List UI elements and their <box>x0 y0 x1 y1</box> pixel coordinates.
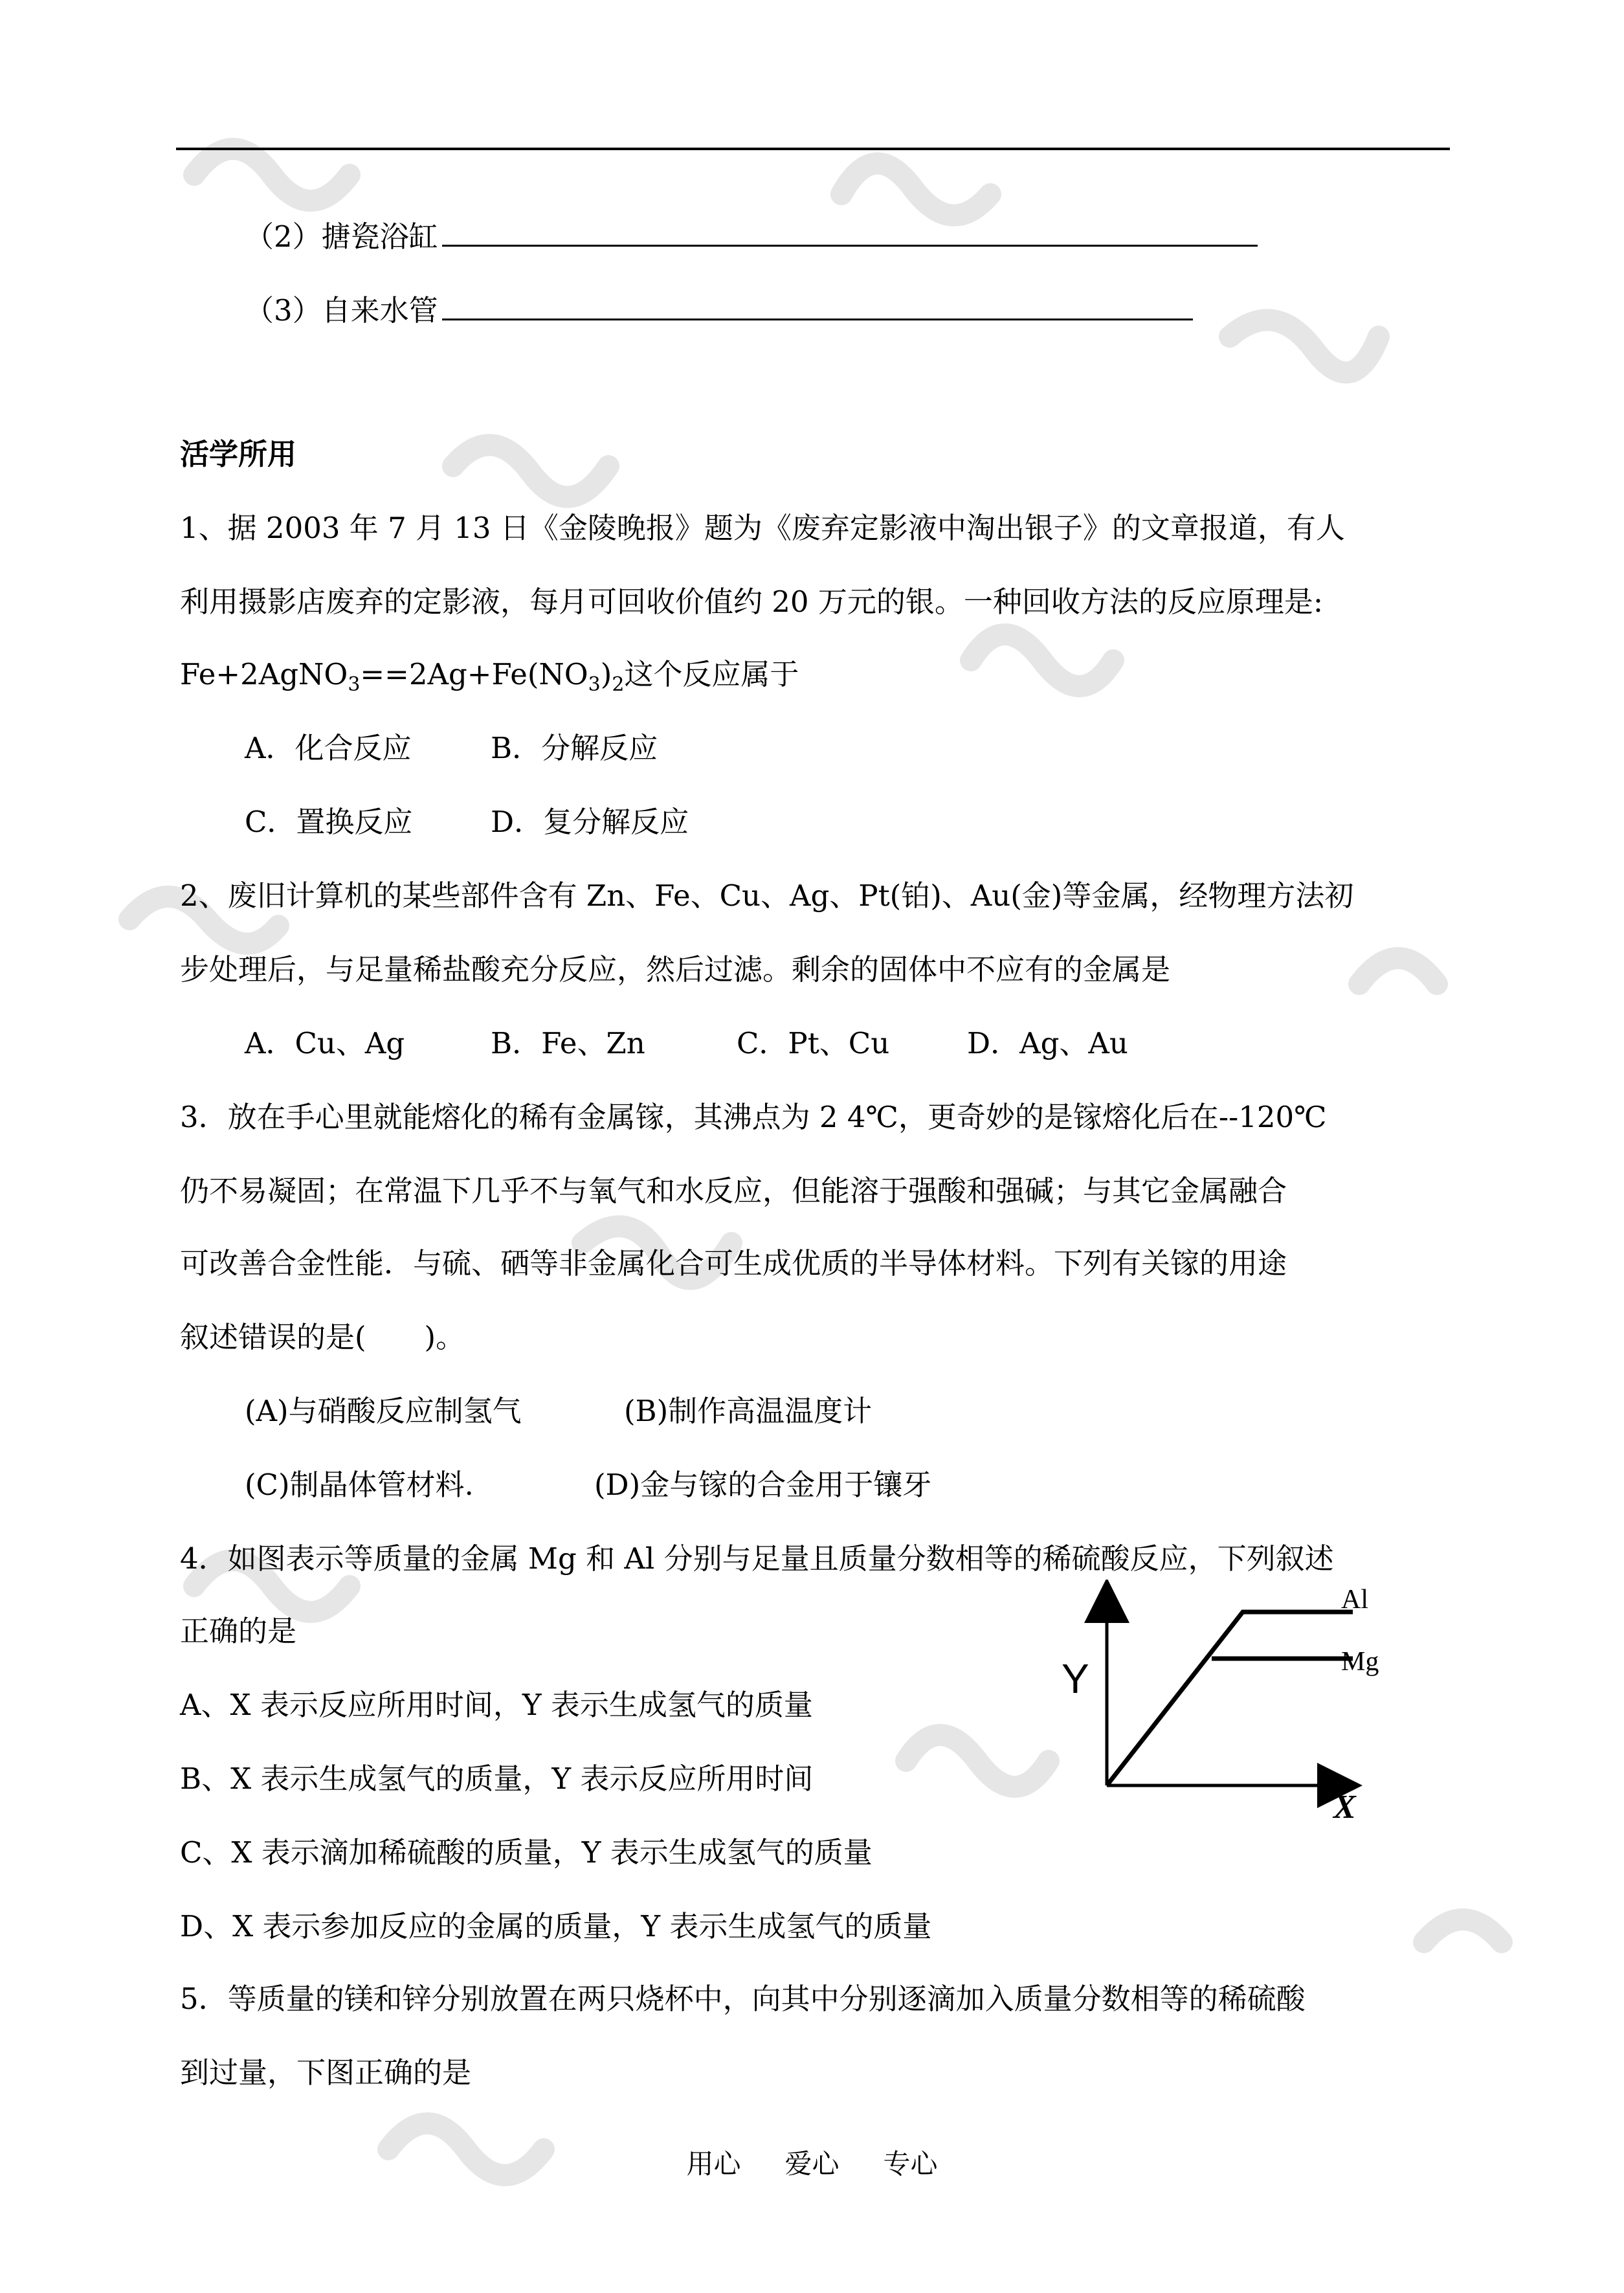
q1-line2: 利用摄影店废弃的定影液，每月可回收价值约 20 万元的银。一种回收方法的反应原理是: <box>180 585 1324 619</box>
q2-option-a[interactable]: A．Cu、Ag <box>245 1026 405 1060</box>
item-3-label: （3）自来水管 <box>245 293 438 328</box>
q3-line4: 叙述错误的是( )。 <box>180 1320 465 1354</box>
eq-part: ==2Ag+Fe(NO <box>360 657 588 691</box>
footer-text-c: 专心 <box>883 2148 938 2180</box>
q3-line3: 可改善合金性能．与硫、硒等非金属化合可生成优质的半导体材料。下列有关镓的用途 <box>180 1246 1287 1281</box>
mg-al-graph <box>1049 1580 1437 1832</box>
q1-line1: 1、据 2003 年 7 月 13 日《金陵晚报》题为《废弃定影液中淘出银子》的文章报道，有人 <box>180 511 1345 545</box>
q1-option-b[interactable]: B．分解反应 <box>491 731 658 765</box>
eq-part: 这个反应属于 <box>624 657 799 691</box>
q2-option-d[interactable]: D．Ag、Au <box>967 1026 1128 1060</box>
q3-line1: 3．放在手心里就能熔化的稀有金属镓，其沸点为 2 4℃，更奇妙的是镓熔化后在--120℃ <box>180 1100 1327 1134</box>
y-axis-label: Y <box>1062 1655 1089 1702</box>
item-2-label: （2）搪瓷浴缸 <box>245 219 438 254</box>
q1-option-d[interactable]: D．复分解反应 <box>491 805 689 839</box>
q5-line2: 到过量，下图正确的是 <box>180 2055 472 2090</box>
q1-options-row2 <box>245 803 689 842</box>
fill-blank-item-2 <box>245 215 1258 256</box>
mg-line-label: Mg <box>1341 1647 1379 1677</box>
q3-option-a[interactable]: (A)与硝酸反应制氢气 <box>245 1394 522 1428</box>
q4-option-b[interactable]: B、X 表示生成氢气的质量，Y 表示反应所用时间 <box>180 1762 814 1796</box>
fill-blank-item-3 <box>245 289 1193 330</box>
q4-option-c[interactable]: C、X 表示滴加稀硫酸的质量，Y 表示生成氢气的质量 <box>180 1835 873 1870</box>
footer-text-b: 爱心 <box>784 2148 840 2180</box>
q4-option-d[interactable]: D、X 表示参加反应的金属的质量，Y 表示生成氢气的质量 <box>180 1909 932 1943</box>
q3-option-d[interactable]: (D)金与镓的合金用于镶牙 <box>594 1468 932 1502</box>
q4-line1: 4．如图表示等质量的金属 Mg 和 Al 分别与足量且质量分数相等的稀硫酸反应，下列叙述 <box>180 1541 1334 1576</box>
answer-blank-2[interactable] <box>442 215 1258 247</box>
q3-options-row2 <box>245 1466 931 1504</box>
q2-option-c[interactable]: C．Pt、Cu <box>737 1026 890 1060</box>
q3-option-c[interactable]: (C)制晶体管材料. <box>245 1468 474 1502</box>
q1-options-row1 <box>245 729 658 768</box>
eq-part: Fe+2AgNO <box>180 657 348 691</box>
q1-equation <box>180 655 799 704</box>
q2-option-b[interactable]: B．Fe、Zn <box>491 1026 645 1060</box>
q3-options-row1 <box>245 1392 872 1431</box>
q2-line2: 步处理后，与足量稀盐酸充分反应，然后过滤。剩余的固体中不应有的金属是 <box>180 952 1171 987</box>
al-line-label: Al <box>1341 1585 1368 1615</box>
q3-option-b[interactable]: (B)制作高温温度计 <box>624 1394 873 1428</box>
answer-blank-3[interactable] <box>442 289 1193 320</box>
q2-line1: 2、废旧计算机的某些部件含有 Zn、Fe、Cu、Ag、Pt(铂)、Au(金)等金属，经物理方法初 <box>180 878 1354 913</box>
q4-option-a[interactable]: A、X 表示反应所用时间，Y 表示生成氢气的质量 <box>180 1688 813 1722</box>
al-series-line <box>1107 1612 1353 1785</box>
x-axis-label: X <box>1333 1789 1356 1826</box>
q3-line2: 仍不易凝固；在常温下几乎不与氧气和水反应，但能溶于强酸和强碱；与其它金属融合 <box>180 1174 1287 1208</box>
eq-sub: 3 <box>588 673 601 696</box>
q5-line1: 5．等质量的镁和锌分别放置在两只烧杯中，向其中分别逐滴加入质量分数相等的稀硫酸 <box>180 1982 1306 2016</box>
section-title: 活学所用 <box>180 437 297 471</box>
eq-sub: 2 <box>612 673 625 696</box>
header-rule <box>176 148 1450 150</box>
q4-line2: 正确的是 <box>180 1614 297 1648</box>
page-footer <box>0 2143 1624 2182</box>
q2-options <box>245 1024 1128 1063</box>
footer-text-a: 用心 <box>686 2148 741 2180</box>
q1-option-c[interactable]: C．置换反应 <box>245 805 413 839</box>
eq-part: ) <box>600 657 612 691</box>
q1-option-a[interactable]: A．化合反应 <box>245 731 412 765</box>
eq-sub: 3 <box>348 673 361 696</box>
